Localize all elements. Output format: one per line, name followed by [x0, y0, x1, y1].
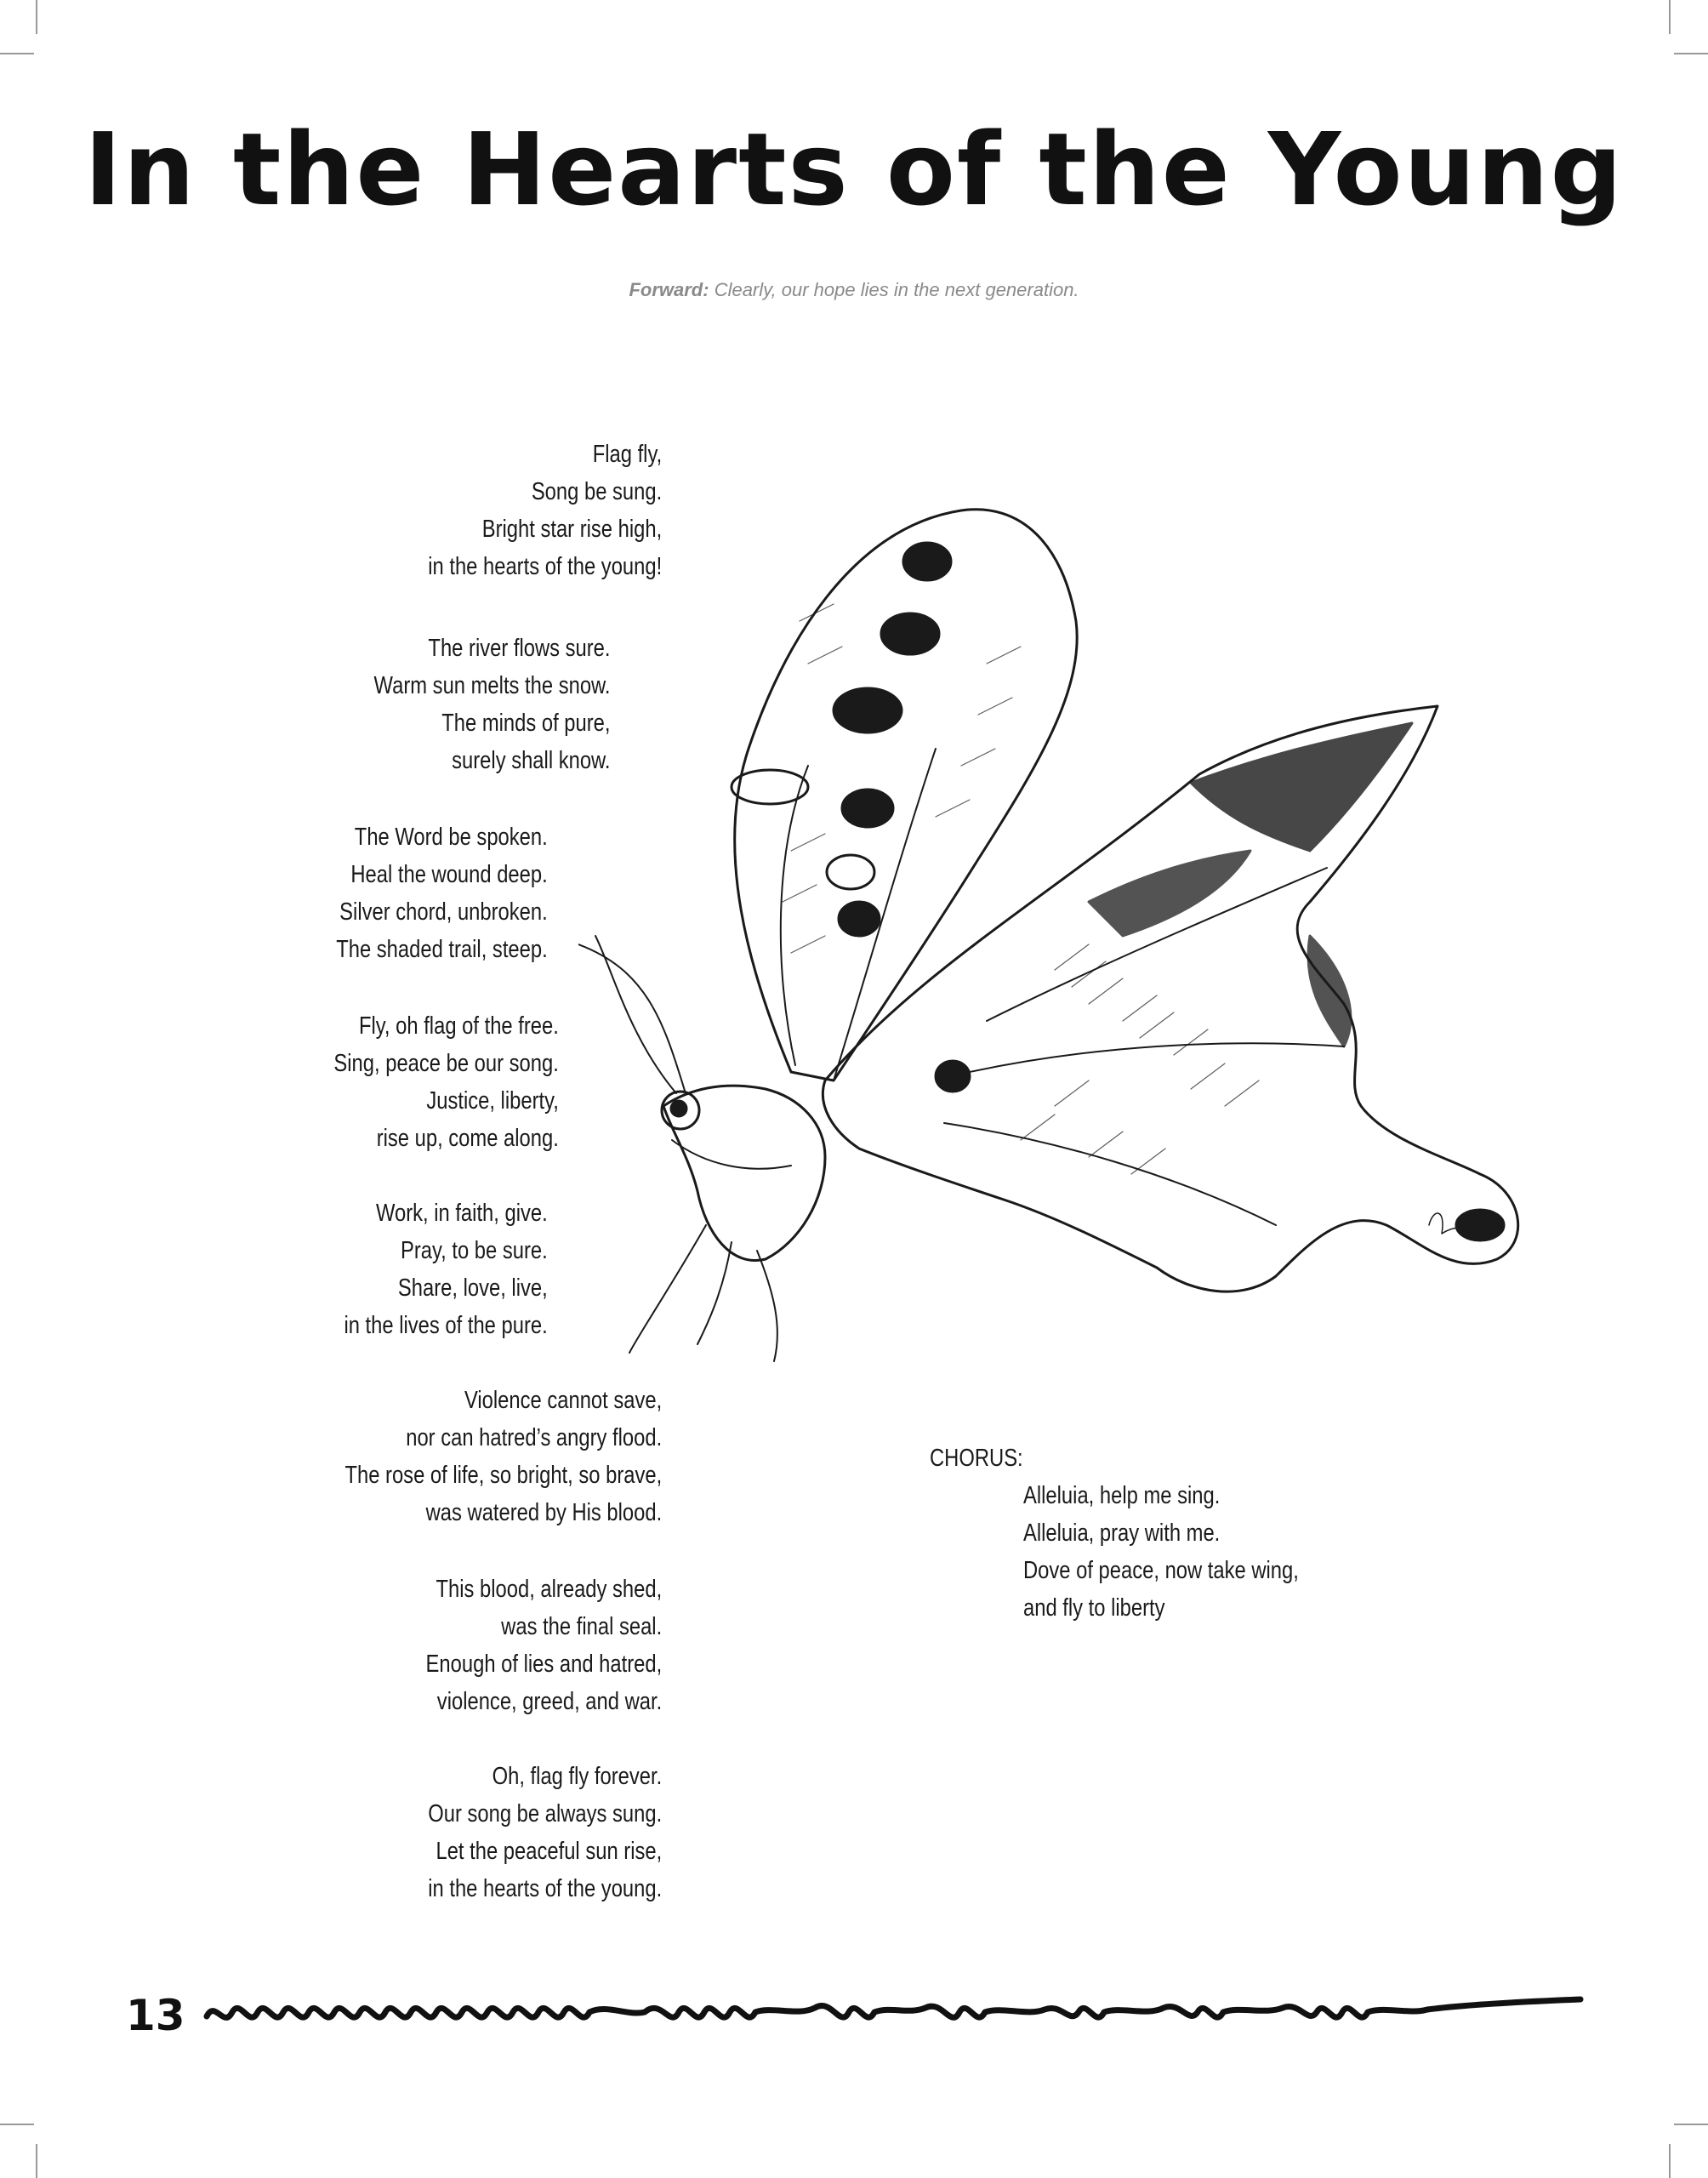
poem-line: Warm sun melts the snow.: [373, 672, 611, 699]
poem-line: The river flows sure.: [428, 635, 611, 662]
poem-line: violence, greed, and war.: [436, 1688, 663, 1715]
chorus-line: Dove of peace, now take wing,: [1023, 1557, 1299, 1584]
crop-mark: [1669, 0, 1671, 34]
stanza-4: [333, 1007, 558, 1157]
crop-mark: [1674, 2124, 1708, 2125]
stanza-2: [374, 630, 611, 779]
chorus-line: Alleluia, pray with me.: [1023, 1519, 1221, 1547]
forward-label: Forward:: [629, 279, 709, 300]
poem-line: This blood, already shed,: [436, 1576, 663, 1603]
poem-line: Silver chord, unbroken.: [339, 898, 548, 926]
butterfly-illustration: [578, 493, 1548, 1370]
poem-line: Our song be always sung.: [428, 1800, 663, 1827]
poem-line: The rose of life, so bright, so brave,: [344, 1462, 663, 1489]
poem-line: Work, in faith, give.: [375, 1200, 548, 1227]
poem-line: Song be sung.: [531, 478, 663, 505]
crop-mark: [1669, 2144, 1671, 2178]
poem-line: Heal the wound deep.: [350, 861, 548, 888]
poem-line: Fly, oh flag of the free.: [358, 1012, 559, 1040]
poem-line: The shaded trail, steep.: [336, 936, 548, 963]
crop-mark: [36, 0, 37, 34]
poem-line: Sing, peace be our song.: [333, 1050, 559, 1077]
decorative-squiggle: [202, 1982, 1589, 2042]
poem-line: Pray, to be sure.: [401, 1237, 548, 1264]
stanza-7: [426, 1571, 663, 1720]
chorus-line: and fly to liberty: [1023, 1594, 1165, 1622]
chorus-label: CHORUS:: [930, 1445, 1023, 1472]
crop-mark: [0, 2124, 34, 2125]
page-title: In the Hearts of the Young: [83, 111, 1624, 228]
poem-line: rise up, come along.: [376, 1125, 559, 1152]
stanza-5: [344, 1194, 547, 1344]
poem-line: in the hearts of the young.: [428, 1875, 663, 1902]
poem-line: surely shall know.: [452, 747, 611, 774]
poem-line: Flag fly,: [592, 441, 663, 468]
poem-line: The minds of pure,: [441, 710, 611, 737]
stanza-6: [344, 1382, 662, 1531]
poem-line: The Word be spoken.: [354, 824, 548, 851]
poem-line: Bright star rise high,: [481, 516, 663, 543]
poem-line: Oh, flag fly forever.: [492, 1763, 663, 1790]
poem-line: nor can hatred’s angry flood.: [406, 1424, 663, 1451]
crop-mark: [1674, 53, 1708, 54]
poem-line: Justice, liberty,: [426, 1087, 559, 1115]
chorus: [1023, 1477, 1299, 1627]
crop-mark: [36, 2144, 37, 2178]
poem-line: was the final seal.: [501, 1613, 663, 1640]
crop-mark: [0, 53, 34, 54]
stanza-3: [336, 818, 548, 968]
poem-line: Enough of lies and hatred,: [425, 1651, 663, 1678]
stanza-1: [428, 436, 662, 585]
poem-line: Share, love, live,: [397, 1274, 548, 1302]
poem-line: Violence cannot save,: [464, 1387, 663, 1414]
stanza-8: [428, 1758, 662, 1907]
poem-line: was watered by His blood.: [425, 1499, 663, 1526]
chorus-line: Alleluia, help me sing.: [1023, 1482, 1221, 1509]
poem-line: in the lives of the pure.: [344, 1312, 548, 1339]
poem-line: in the hearts of the young!: [428, 553, 663, 580]
page-number: 13: [126, 1991, 185, 2040]
forward-text: Clearly, our hope lies in the next generation.: [709, 279, 1079, 300]
poem: [118, 0, 663, 1957]
poem-line: Let the peaceful sun rise,: [436, 1838, 663, 1865]
